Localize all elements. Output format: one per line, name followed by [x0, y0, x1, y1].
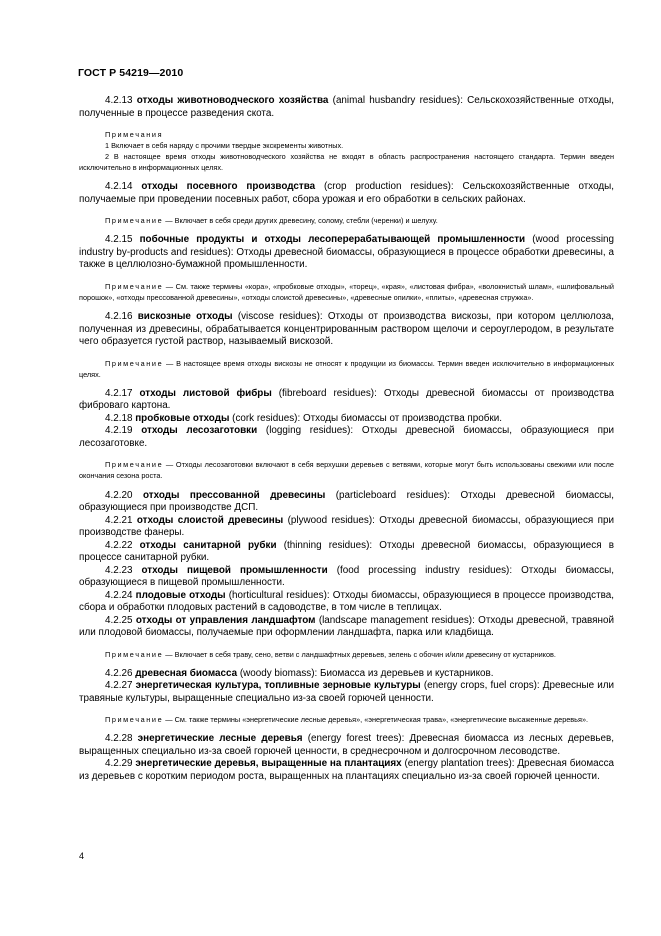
term-4-2-23: 4.2.23 отходы пищевой промышленности (food processing industry residues): Отходы биомассы, образующиеся в пищевой промышленности.	[79, 564, 614, 589]
note-4-2-14: Примечание — Включает в себя среди других древесину, солому, стебли (черенки) и шелуху.	[105, 216, 438, 226]
term-4-2-18: 4.2.18 пробковые отходы (cork residues): Отходы биомассы от производства пробки.	[105, 412, 502, 424]
term-4-2-22: 4.2.22 отходы санитарной рубки (thinning residues): Отходы древесной биомассы, образующиеся в процессе санитарной рубки.	[79, 539, 614, 564]
note-item-2: 2 В настоящее время отходы животноводческого хозяйства не входят в область распространения настоящего стандарта. Термин введен исключительно в информационных целях.	[79, 152, 614, 173]
note-4-2-13	[79, 129, 614, 173]
term-4-2-26: 4.2.26 древесная биомасса (woody biomass): Биомасса из деревьев и кустарников.	[105, 667, 494, 679]
term-4-2-14: 4.2.14 отходы посевного производства (crop production residues): Сельскохозяйственные отходы, получаемые при проведении посевных работ, сбора урожая и его обработки в сельских районах.	[79, 181, 615, 205]
term-4-2-21: 4.2.21 отходы слоистой древесины (plywood residues): Отходы древесной биомассы, образующиеся при производстве фанеры.	[79, 514, 614, 539]
term-4-2-24: 4.2.24 плодовые отходы (horticultural residues): Отходы биомассы, образующиеся в процессе производства, сбора и обработки плодовых растений в садоводстве, в том числе в теплицах.	[79, 589, 614, 614]
term-4-2-29: 4.2.29 энергетические деревья, выращенные на плантациях (energy plantation trees): Древесная биомасса из деревьев с коротким периодом роста, выращенных на плантациях специально из-за своей горючей ценности.	[79, 758, 615, 782]
term-4-2-15: 4.2.15 побочные продукты и отходы лесоперерабатывающей промышленности (wood processing industry by-products and residues): Отходы древесной биомассы, образующиеся в процессе обработки древесины, а также в целлюлозно-бумажной промышленности.	[79, 234, 614, 271]
note-4-2-19: Примечание — Отходы лесозаготовки включают в себя верхушки деревьев с ветвями, которые могут быть использованы свежими или после окончания сезона роста.	[79, 460, 614, 481]
term-4-2-20: 4.2.20 отходы прессованной древесины (particleboard residues): Отходы древесной биомассы, образующиеся при производстве ДСП.	[79, 489, 614, 514]
note-4-2-16: Примечание — В настоящее время отходы вискозы не относят к продукции из биомассы. Термин введен исключительно в информационных целях.	[79, 358, 614, 379]
note-4-2-25: Примечание — Включает в себя траву, сено, ветви с ландшафтных деревьев, зелень с обочин и/или древесину от кустарников.	[105, 649, 556, 659]
document-body	[79, 95, 614, 783]
note-title: Примечания	[105, 130, 164, 139]
term-4-2-25: 4.2.25 отходы от управления ландшафтом (landscape management residues): Отходы древесной, травяной или плодовой биомассы, получаемые при оформлении ландшафта, парка или кладбища.	[79, 614, 614, 639]
term-4-2-19: 4.2.19 отходы лесозаготовки (logging residues): Отходы древесной биомассы, образующиеся при лесозаготовке.	[79, 425, 614, 449]
document-header: ГОСТ Р 54219—2010	[78, 67, 184, 79]
term-4-2-27: 4.2.27 энергетическая культура, топливные зерновые культуры (energy crops, fuel crops): Древесные или травяные культуры, выращенные специально из-за своей горючей ценности.	[79, 680, 615, 704]
term-4-2-13: 4.2.13 отходы животноводческого хозяйства (animal husbandry residues): Сельскохозяйственные отходы, полученные в процессе разведения скота.	[79, 95, 614, 119]
term-4-2-16: 4.2.16 вискозные отходы (viscose residues): Отходы от производства вискозы, при котором целлюлоза, полученная из древесины, обрабатывается концентрированным раствором щелочи и сероуглеродом, в результате чего образуется густой раствор, называемый вискозой.	[79, 311, 614, 348]
page-number: 4	[79, 851, 85, 861]
note-item-1: 1 Включает в себя наряду с прочими твердые экскременты животных.	[105, 141, 344, 151]
note-4-2-27: Примечание — См. также термины «энергетические лесные деревья», «энергетическая трава», «энергетические высаженные деревья».	[105, 715, 589, 725]
term-4-2-28: 4.2.28 энергетические лесные деревья (energy forest trees): Древесная биомасса из лесных деревьев, выращенных специально из-за своей горючей ценности, в среднесрочном и долгосрочном лесоводстве.	[79, 733, 614, 757]
term-4-2-17: 4.2.17 отходы листовой фибры (fibreboard residues): Отходы древесной биомассы от производства фиброваго картона.	[79, 387, 615, 412]
note-4-2-15: Примечание — См. также термины «кора», «пробковые отходы», «торец», «края», «листовая фибра», «волокнистый шлам», «шлифовальный порошок», «отходы прессованной древесины», «отходы слоистой древесины», «древесные опилки», «плиты», «древесная стружка».	[79, 281, 614, 303]
